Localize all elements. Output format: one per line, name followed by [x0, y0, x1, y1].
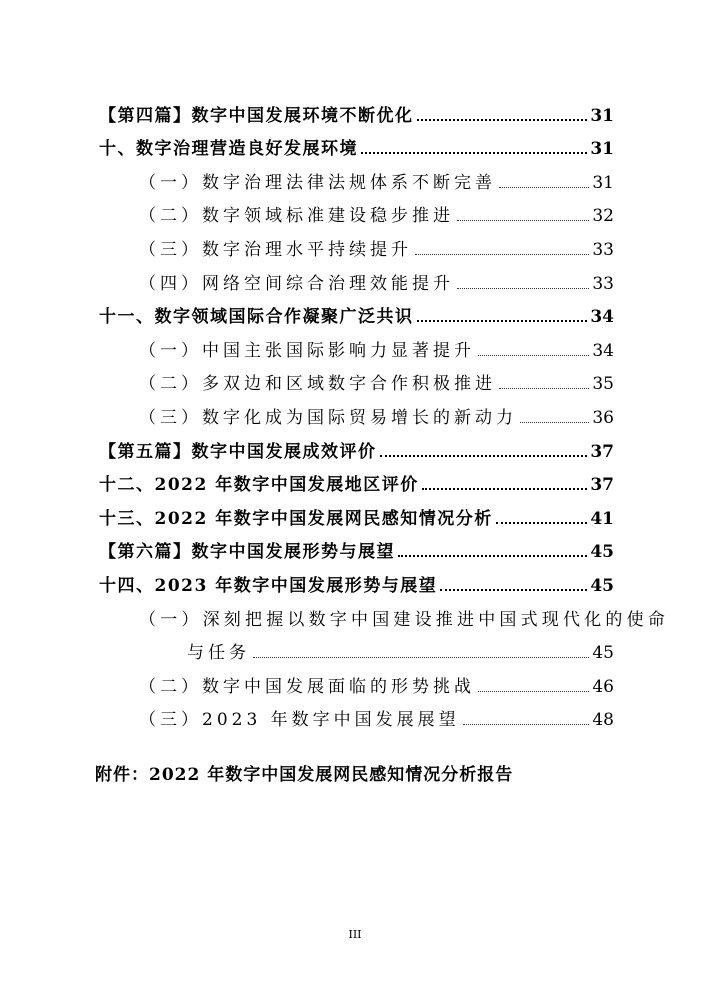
toc-entry-title: 【第五篇】数字中国发展成效评价: [99, 441, 377, 462]
leader-dots: [440, 589, 587, 591]
leader-dots: [499, 187, 589, 188]
leader-dots: [457, 220, 589, 221]
toc-entry[interactable]: [99, 226, 614, 260]
toc-entry[interactable]: [99, 159, 614, 193]
toc-entry-title: （一）深刻把握以数字中国建设推进中国式现代化的使命: [139, 609, 669, 630]
toc-entry[interactable]: [99, 126, 614, 160]
toc-entry-title: （二）数字领域标准建设稳步推进: [139, 206, 454, 227]
toc-entry[interactable]: [99, 260, 614, 294]
toc-entry[interactable]: [99, 394, 614, 428]
toc-entry[interactable]: [99, 327, 614, 361]
toc-page-number: 48: [592, 710, 614, 731]
leader-dots: [417, 119, 588, 121]
leader-dots: [499, 388, 589, 389]
toc-entry[interactable]: [99, 92, 614, 126]
toc-page-number: 37: [590, 475, 614, 496]
toc-entry[interactable]: [99, 529, 614, 563]
toc-page-number: 45: [590, 575, 614, 596]
toc-entry-title: 十三、2022 年数字中国发展网民感知情况分析: [99, 508, 493, 529]
toc-entry-title: （三）2023 年数字中国发展展望: [139, 710, 460, 731]
leader-dots: [380, 455, 588, 457]
toc-entry-title: （二）数字中国发展面临的形势挑战: [139, 676, 475, 697]
toc-entry[interactable]: [99, 562, 614, 596]
toc-page-number: 36: [592, 407, 614, 428]
toc-entry[interactable]: [99, 428, 614, 462]
toc-page-number: 31: [590, 105, 614, 126]
toc-page-number: 34: [590, 307, 614, 328]
toc-entry[interactable]: [99, 361, 614, 395]
leader-dots: [422, 488, 588, 490]
toc-entry[interactable]: [99, 462, 614, 496]
leader-dots: [398, 555, 587, 557]
toc-entry[interactable]: [99, 596, 669, 630]
toc-entry-title: 十四、2023 年数字中国发展形势与展望: [99, 575, 438, 596]
leader-dots: [417, 320, 588, 322]
toc-page-number: 32: [592, 206, 614, 227]
table-of-contents: [99, 92, 669, 731]
toc-page-number: 35: [592, 374, 614, 395]
toc-entry-title: 十一、数字领域国际合作凝聚广泛共识: [99, 307, 414, 328]
toc-page-number: 41: [590, 508, 614, 529]
toc-page-number: 31: [590, 139, 614, 160]
toc-page-number: 37: [590, 441, 614, 462]
leader-dots: [457, 288, 589, 289]
toc-page-number: 46: [592, 676, 614, 697]
appendix-heading[interactable]: 附件：2022 年数字中国发展网民感知情况分析报告: [95, 765, 514, 785]
toc-entry[interactable]: [99, 193, 614, 227]
leader-dots: [478, 691, 589, 692]
leader-dots: [253, 657, 589, 658]
toc-entry-title: （三）数字化成为国际贸易增长的新动力: [139, 407, 517, 428]
toc-entry-title: 十二、2022 年数字中国发展地区评价: [99, 475, 419, 496]
toc-entry[interactable]: [99, 663, 614, 697]
toc-entry-title: 与任务: [187, 643, 250, 664]
toc-entry-title: 【第六篇】数字中国发展形势与展望: [99, 542, 395, 563]
toc-page-number: 45: [592, 643, 614, 664]
toc-page-number: 33: [592, 239, 614, 260]
toc-entry[interactable]: [99, 495, 614, 529]
leader-dots: [463, 724, 590, 725]
toc-entry-title: （四）网络空间综合治理效能提升: [139, 273, 454, 294]
toc-page-number: 33: [592, 273, 614, 294]
leader-dots: [520, 422, 589, 423]
leader-dots: [361, 152, 587, 154]
toc-page-number: 45: [590, 542, 614, 563]
toc-entry-title: （一）中国主张国际影响力显著提升: [139, 340, 475, 361]
toc-entry[interactable]: [99, 294, 614, 328]
toc-entry-title: （二）多双边和区域数字合作积极推进: [139, 374, 496, 395]
leader-dots: [478, 355, 589, 356]
toc-page-number: 34: [592, 340, 614, 361]
toc-entry-title: 十、数字治理营造良好发展环境: [99, 139, 358, 160]
page-number: III: [348, 928, 362, 941]
leader-dots: [496, 522, 588, 524]
toc-entry-title: 【第四篇】数字中国发展环境不断优化: [99, 105, 414, 126]
toc-entry-continued[interactable]: [99, 630, 614, 664]
toc-page-number: 31: [592, 172, 614, 193]
toc-entry-title: （三）数字治理水平持续提升: [139, 239, 412, 260]
toc-entry-title: （一）数字治理法律法规体系不断完善: [139, 172, 496, 193]
toc-entry[interactable]: [99, 697, 614, 731]
leader-dots: [415, 254, 589, 255]
